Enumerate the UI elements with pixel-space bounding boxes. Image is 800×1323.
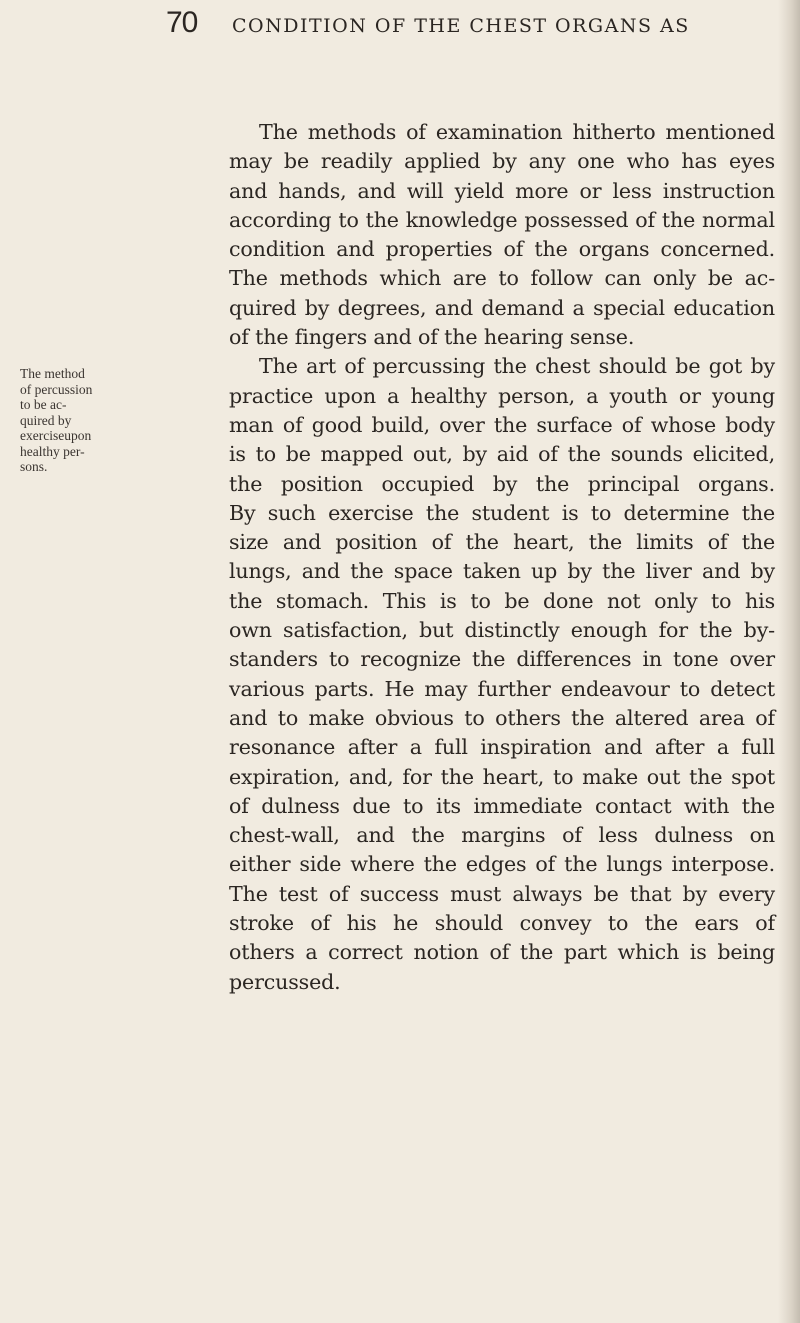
text-line: of dulness due to its immediate contact with the xyxy=(229,793,775,818)
text-line: practice upon a healthy person, a youth or young xyxy=(229,383,775,408)
margin-note-line: exerciseupon xyxy=(20,428,92,443)
text-line: the stomach. This is to be done not only to his xyxy=(229,588,775,613)
text-line: By such exercise the student is to determine the xyxy=(229,500,775,525)
margin-note-line: sons. xyxy=(20,459,48,474)
text-line: chest-wall, and the margins of less dulness on xyxy=(229,823,775,848)
text-line: standers to recognize the differences in tone over xyxy=(229,647,775,672)
text-line: of the fingers and of the hearing sense. xyxy=(229,325,635,350)
text-line: own satisfaction, but distinctly enough for the by- xyxy=(229,618,775,643)
text-line: The art of percussing the chest should be got by xyxy=(259,354,775,379)
page-header xyxy=(166,6,776,46)
text-line: man of good build, over the surface of whose body xyxy=(229,412,775,437)
text-line: resonance after a full inspiration and after a full xyxy=(229,735,775,760)
page-edge-shadow xyxy=(778,0,800,1323)
text-line: others a correct notion of the part which is being xyxy=(229,940,775,965)
text-line: stroke of his he should convey to the ears of xyxy=(229,911,775,936)
text-line: lungs, and the space taken up by the liver and by xyxy=(229,559,775,584)
text-line: and to make obvious to others the altered area of xyxy=(229,705,775,730)
margin-note-line: healthy per- xyxy=(20,443,85,459)
text-line: is to be mapped out, by aid of the sounds elicited, xyxy=(229,442,775,467)
text-line: and hands, and will yield more or less instruction xyxy=(229,178,775,203)
text-line: The methods of examination hitherto mentioned xyxy=(259,120,775,144)
text-line: according to the knowledge possessed of the normal xyxy=(229,207,775,232)
text-line: condition and properties of the organs concerned. xyxy=(229,237,775,262)
text-line: either side where the edges of the lungs interpose. xyxy=(229,852,775,877)
text-line: The test of success must always be that by every xyxy=(229,881,775,906)
text-line: expiration, and, for the heart, to make out the spot xyxy=(229,764,775,789)
text-line: The methods which are to follow can only be ac- xyxy=(229,266,775,291)
text-line: quired by degrees, and demand a special education xyxy=(229,295,775,320)
body-text xyxy=(229,118,775,997)
text-line: the position occupied by the principal organs. xyxy=(229,471,775,496)
text-line: may be readily applied by any one who has eyes xyxy=(229,149,775,174)
text-line: various parts. He may further endeavour to detect xyxy=(229,676,775,701)
margin-note-line: The method xyxy=(20,366,85,381)
page-number: 70 xyxy=(166,6,198,39)
margin-note-line: of percussion xyxy=(20,381,93,397)
text-line: percussed. xyxy=(229,969,341,994)
margin-note xyxy=(20,366,104,475)
margin-note-line: to be ac- xyxy=(20,397,67,412)
margin-note-line: quired by xyxy=(20,412,72,428)
running-head: CONDITION OF THE CHEST ORGANS AS xyxy=(232,15,690,37)
text-line: size and position of the heart, the limits of the xyxy=(229,530,775,555)
